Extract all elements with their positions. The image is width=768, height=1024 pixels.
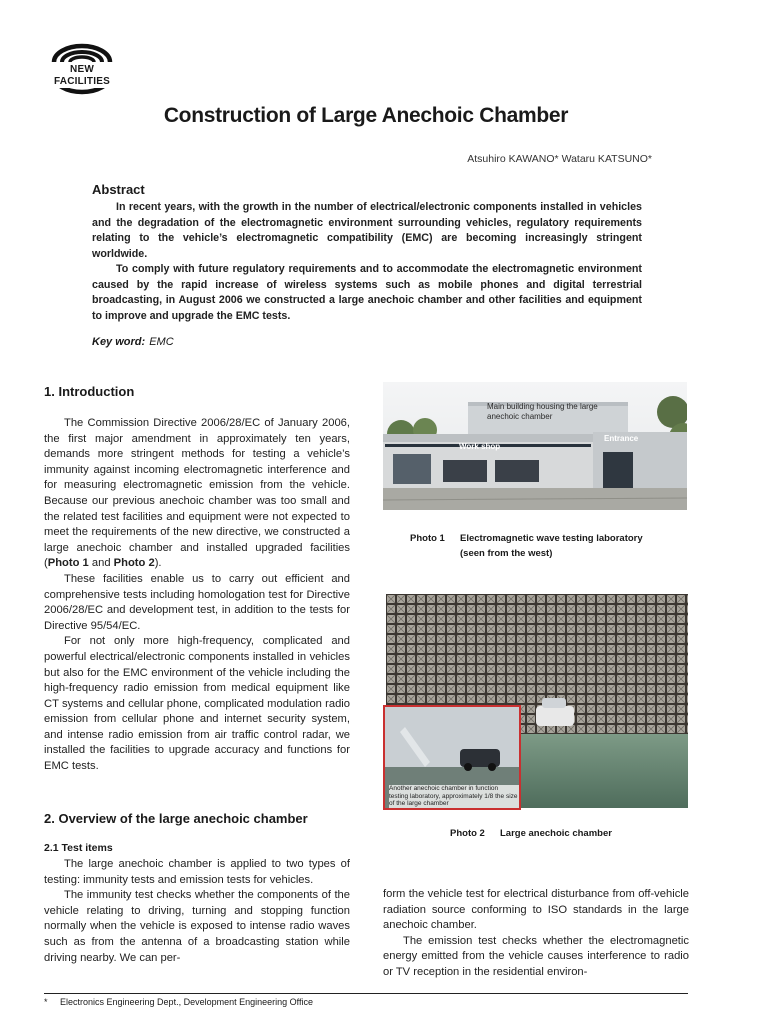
introduction-text: [44, 416, 350, 775]
footnote: [44, 997, 313, 1007]
caption-number: Photo 1: [410, 533, 445, 544]
section-heading-introduction: 1. Introduction: [44, 384, 135, 399]
abstract-paragraph: To comply with future regulatory requirements and to accommodate the electromagnetic environment caused by the rapid increase of wireless systems such as mobile phones and digital terrestrial broadcasting, in August 2006 we constructed a large anechoic chamber and other facilities and equipment to improve and upgrade the EMC tests.: [92, 263, 642, 322]
caption-number: Photo 2: [450, 828, 485, 839]
photo1-label-workshop: Work shop: [459, 442, 501, 451]
paragraph: form the vehicle test for electrical disturbance from off-vehicle radiation source conforming to ISO standards in the large anechoic chamber.: [383, 888, 689, 932]
paragraph: The immunity test checks whether the components of the vehicle relating to driving, turning and stopping function normally when the vehicle is exposed to intense radio waves such as from the antenna of a broadcasting station while driving nearby. We can per-: [44, 889, 350, 964]
section-heading-overview: 2. Overview of the large anechoic chamber: [44, 811, 308, 826]
subsection-heading-test-items: 2.1 Test items: [44, 842, 113, 854]
keyword-label: Key word:: [92, 336, 146, 348]
caption-text: Electromagnetic wave testing laboratory: [460, 533, 643, 544]
footnote-text: Electronics Engineering Dept., Development Engineering Office: [60, 997, 313, 1007]
abstract-heading: Abstract: [92, 182, 145, 197]
inset-label: Another anechoic chamber in function testing laboratory, approximately 1/8 the size of the large chamber: [389, 785, 518, 807]
footnote-marker: *: [44, 997, 48, 1007]
logo-text: NEW FACILITIES: [42, 64, 122, 88]
paragraph: The emission test checks whether the electromagnetic energy emitted from the vehicle causes interference to radio or TV reception in the residential environ-: [383, 934, 689, 978]
caption-text: Large anechoic chamber: [500, 828, 612, 839]
keyword-value: EMC: [149, 336, 174, 348]
caption-line: (seen from the west): [460, 548, 553, 559]
photo-inset-small-chamber: [383, 705, 521, 810]
paragraph-text: ).: [154, 557, 162, 570]
authors: Atsuhiro KAWANO* Wataru KATSUNO*: [467, 153, 652, 165]
photo-ref: Photo 1: [47, 557, 89, 570]
test-items-text: [44, 857, 350, 966]
right-column-text: [383, 887, 689, 981]
footnote-rule: [44, 993, 688, 994]
photo-building-exterior: [383, 382, 687, 510]
caption-line: [410, 531, 643, 546]
photo1-label-entrance: Entrance: [604, 434, 639, 443]
article-title: Construction of Large Anechoic Chamber: [163, 104, 569, 127]
abstract-paragraph: In recent years, with the growth in the number of electrical/electronic components installed in vehicles and the degradation of the electromagnetic environment surrounding vehicles, regulatory requirements relating to the vehicle’s electromagnetic compatibility (EMC) are becoming increasingly stringent worldwide.: [92, 201, 642, 260]
photo1-label-main-building: Main building housing the large anechoic chamber: [487, 402, 598, 421]
photo1-caption: [410, 531, 643, 561]
keyword-line: [92, 336, 174, 348]
photo-ref: Photo 2: [113, 557, 155, 570]
paragraph: [44, 416, 350, 572]
paragraph: The large anechoic chamber is applied to two types of testing: immunity tests and emission tests for vehicles.: [44, 858, 350, 886]
paragraph-text: and: [88, 557, 114, 570]
photo2-caption: [450, 828, 612, 839]
paragraph: These facilities enable us to carry out efficient and comprehensive tests including homologation test for Directive 2006/28/EC and development test, in addition to the tests for Directive 95/54/EC.: [44, 572, 350, 632]
paragraph: For not only more high-frequency, complicated and powerful electrical/electronic components installed in vehicles but also for the EMC environment of the vehicle including the high-frequency radio emission from medical equipment like CT systems and cellular phone, complicated modulation radio emission from cellular phone and internet security system, and intense radio emission from air traffic control radar, we installed the facilities to upgrade accuracy and functions for EMC tests.: [44, 635, 350, 773]
abstract-body: [92, 200, 642, 324]
paragraph-text: The Commission Directive 2006/28/EC of January 2006, the first major amendment in approximately ten years, demands more stringent methods for testing a vehicle’s immunity against incoming electromagnetic interference and for measuring electromagnetic emission from the vehicle. Because our previous anechoic chamber was too small and the related test facilities and equipment were not expected to meet the requirements of the new directive, we constructed a large anechoic chamber and installed upgraded facilities (: [44, 417, 350, 570]
